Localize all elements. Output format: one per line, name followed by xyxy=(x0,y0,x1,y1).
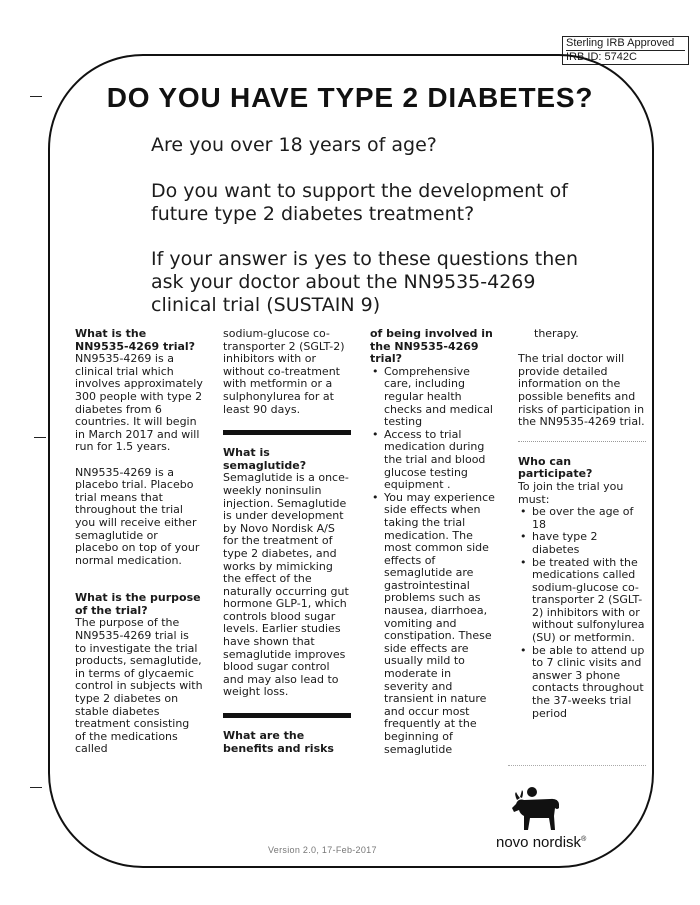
heading-benefits-risks: What are the benefits and risks xyxy=(223,729,334,755)
list-item: • Comprehensive care, including regular health checks and medical testing xyxy=(370,366,498,429)
version-footer: Version 2.0, 17-Feb-2017 xyxy=(268,845,377,855)
eligibility-list xyxy=(518,506,646,720)
list-item: • Access to trial medication during the trial and blood glucose testing equipment . xyxy=(370,429,498,492)
join-requirements-intro: To join the trial you must: xyxy=(518,479,624,506)
question-age: Are you over 18 years of age? xyxy=(151,134,437,156)
irb-stamp-line2: IRB ID: 5742C xyxy=(566,51,637,63)
dotted-divider xyxy=(508,765,646,766)
column-1 xyxy=(75,328,203,756)
trial-doctor-info: The trial doctor will provide detailed information on the possible benefits and risks of participation in the NN9535-4269 trial. xyxy=(518,352,645,429)
novo-nordisk-logo xyxy=(496,786,592,851)
list-item: • be able to attend up to 7 clinic visits and answer 3 phone contacts throughout the 37-weeks trial period xyxy=(518,645,646,721)
sglt2-continuation: sodium-glucose co-transporter 2 (SGLT-2) inhibitors with or without co-treatment with metformin or a sulphonylurea for at least 90 days. xyxy=(223,327,345,416)
dotted-divider xyxy=(518,441,646,442)
placebo-description: NN9535-4269 is a placebo trial. Placebo trial means that throughout the trial you will receive either semaglutide or placebo on top of your normal medication. xyxy=(75,465,200,567)
column-4 xyxy=(518,328,646,720)
scan-mark xyxy=(34,437,46,438)
heading-purpose: What is the purpose of the trial? xyxy=(75,591,201,617)
heading-what-is-trial: What is the NN9535-4269 trial? xyxy=(75,327,196,353)
column-2 xyxy=(223,328,351,755)
question-ask-doctor: If your answer is yes to these questions then ask your doctor about the NN9535-4269 clinical trial (SUSTAIN 9) xyxy=(151,248,579,316)
question-support: Do you want to support the development of future type 2 diabetes treatment? xyxy=(151,180,568,225)
purpose-description: The purpose of the NN9535-4269 trial is to investigate the trial products, semaglutide, in terms of glycaemic control in subjects with type 2 diabetes on stable diabetes treatment consisting of the medications called xyxy=(75,616,203,756)
benefits-list xyxy=(370,366,498,756)
list-item: • be over the age of 18 xyxy=(518,506,646,531)
list-item: • You may experience side effects when taking the trial medication. The most common side effects of semaglutide are gastrointestinal problems such as nausea, diarrhoea, vomiting and constipation. These side effects are usually mild to moderate in severity and transient in nature and occur most frequently at the beginning of semaglutide xyxy=(370,492,498,756)
scan-mark xyxy=(30,787,42,788)
section-divider xyxy=(223,430,351,435)
section-divider xyxy=(223,713,351,718)
page-title: DO YOU HAVE TYPE 2 DIABETES? xyxy=(106,82,594,113)
apis-bull-icon xyxy=(510,786,562,832)
list-item: • have type 2 diabetes xyxy=(518,531,646,556)
heading-who-can-participate: Who can participate? xyxy=(518,454,593,481)
list-item: • be treated with the medications called sodium-glucose co-transporter 2 (SGLT-2) inhibitors with or without sulfonylurea (SU) or metformin. xyxy=(518,557,646,645)
heading-benefits-risks-cont: of being involved in the NN9535-4269 trial? xyxy=(370,327,493,366)
therapy-continuation: therapy. xyxy=(534,327,579,340)
heading-what-is-semaglutide: What is semaglutide? xyxy=(223,446,307,472)
semaglutide-description: Semaglutide is a once-weekly noninsulin injection. Semaglutide is under development by Novo Nordisk A/S for the treatment of type 2 diabetes, and works by mimicking the effect of the naturally occurring gut hormone GLP-1, which controls blood sugar levels. Earlier studies have shown that semaglutide improves blood sugar control and may also lead to weight loss. xyxy=(223,471,349,699)
irb-stamp-line1: Sterling IRB Approved xyxy=(566,37,685,51)
logo-wordmark: novo nordisk® xyxy=(496,834,587,851)
column-3 xyxy=(370,328,498,756)
trial-description: NN9535-4269 is a clinical trial which involves approximately 300 people with type 2 diabetes from 6 countries. It will begin in March 2017 and will run for 1.5 years. xyxy=(75,352,203,454)
